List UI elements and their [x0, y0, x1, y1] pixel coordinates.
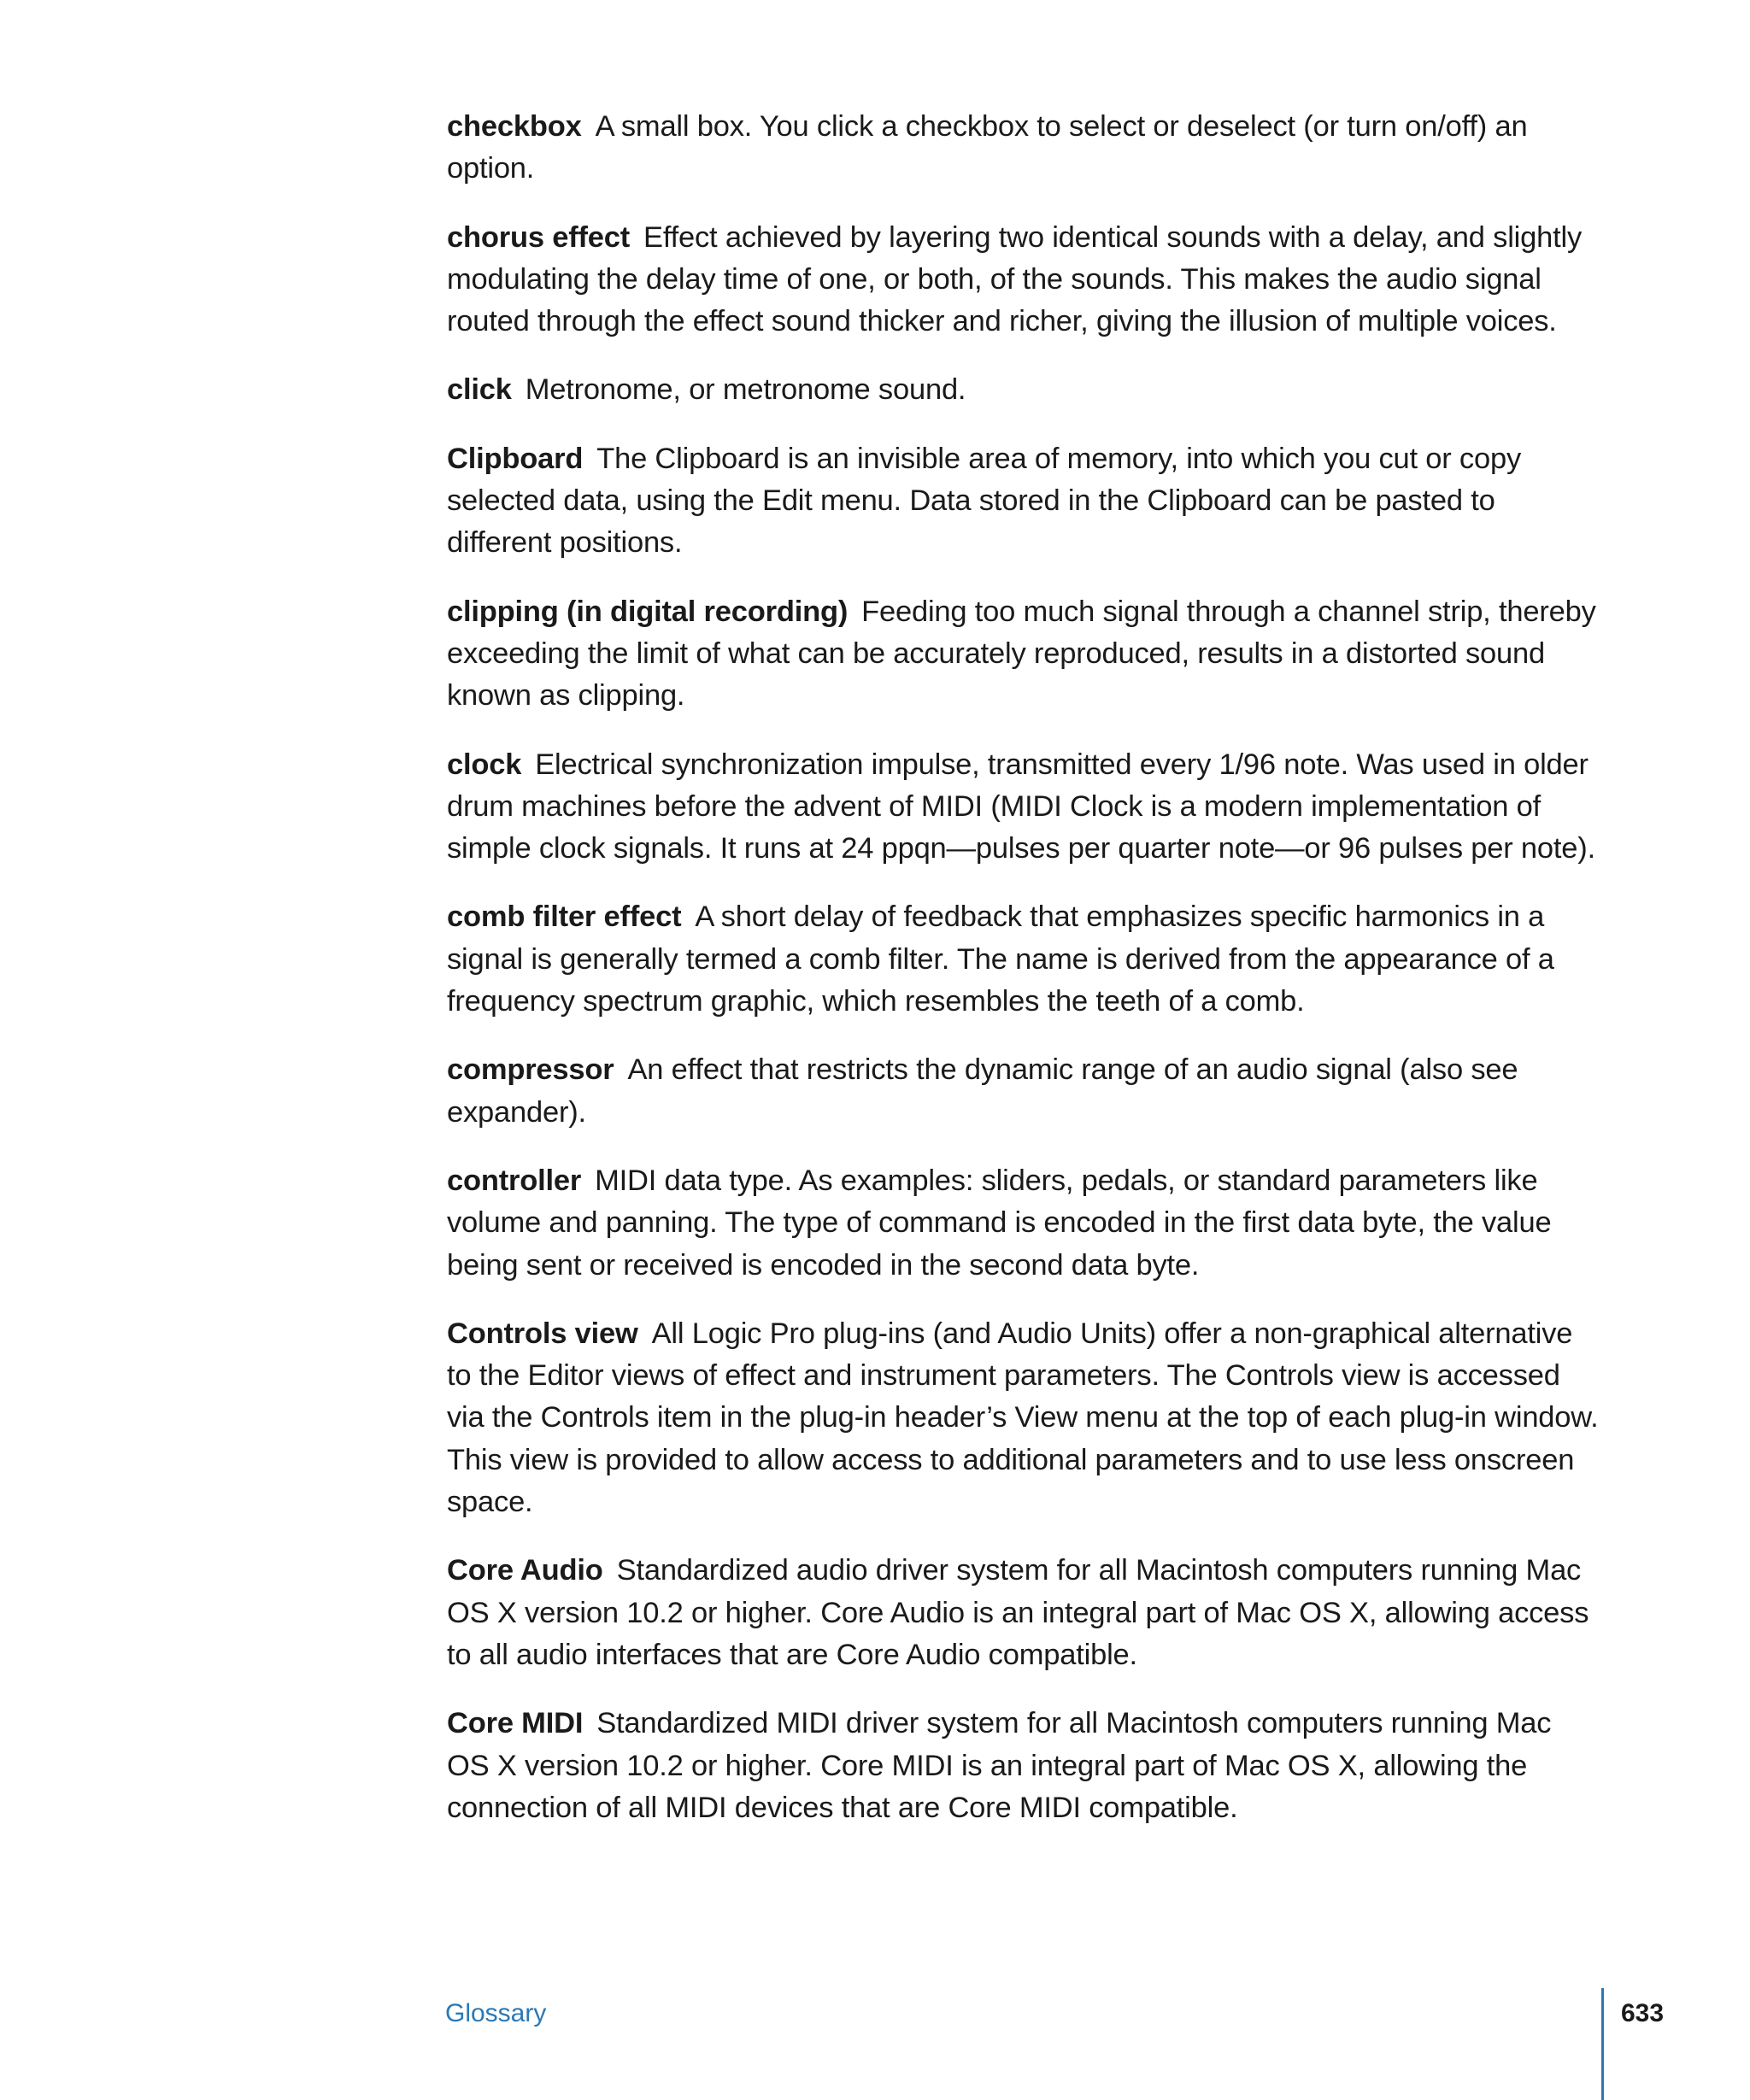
glossary-definition: Feeding too much signal through a channel strip, thereby exceeding the limit of what can be accurately reproduced, results in a distorted sound known as clipping. [447, 595, 1596, 713]
glossary-entries [447, 106, 1600, 1856]
glossary-entry [447, 744, 1600, 871]
glossary-term: Clipboard [447, 442, 584, 475]
glossary-entry [447, 217, 1600, 343]
glossary-entry [447, 1160, 1600, 1287]
glossary-term: chorus effect [447, 220, 631, 254]
glossary-definition: Effect achieved by layering two identical sounds with a delay, and slightly modulating the delay time of one, or both, of the sounds. This makes the audio signal routed through the effect sound thicker and richer, giving the illusion of multiple voices. [447, 220, 1582, 338]
glossary-definition: Metronome, or metronome sound. [525, 373, 966, 407]
glossary-term: checkbox [447, 110, 582, 143]
footer-section-label: Glossary [445, 1999, 547, 2027]
page-number: 633 [1621, 1999, 1665, 2027]
glossary-entry [447, 896, 1600, 1023]
glossary-definition: Electrical synchronization impulse, transmitted every 1/96 note. Was used in older drum machines before the advent of MIDI (MIDI Clock is a modern implementation of simple clock signals. It runs at 24 ppqn—pulses per quarter note—or 96 pulses per note). [447, 748, 1595, 865]
glossary-entry [447, 106, 1600, 191]
glossary-definition: An effect that restricts the dynamic range of an audio signal (also see expander). [447, 1053, 1518, 1129]
glossary-term: Core Audio [447, 1554, 603, 1587]
glossary-definition: A short delay of feedback that emphasizes specific harmonics in a signal is generally termed a comb filter. The name is derived from the appearance of a frequency spectrum graphic, which resembles the teeth of a comb. [447, 900, 1554, 1018]
glossary-entry [447, 369, 1600, 411]
glossary-entry [447, 1049, 1600, 1134]
glossary-definition: MIDI data type. As examples: sliders, pedals, or standard parameters like volume and panning. The type of command is encoded in the first data byte, the value being sent or received is encoded in the second data byte. [447, 1164, 1552, 1282]
glossary-term: Controls view [447, 1317, 638, 1350]
glossary-entry [447, 1703, 1600, 1829]
glossary-entry [447, 591, 1600, 718]
footer-divider [1601, 1988, 1604, 2100]
glossary-definition: The Clipboard is an invisible area of memory, into which you cut or copy selected data, using the Edit menu. Data stored in the Clipboard can be pasted to different positions. [447, 442, 1522, 560]
glossary-term: clipping (in digital recording) [447, 595, 849, 628]
glossary-term: click [447, 373, 512, 407]
glossary-entry [447, 1550, 1600, 1676]
glossary-definition: All Logic Pro plug-ins (and Audio Units) offer a non-graphical alternative to the Editor views of effect and instrument parameters. The Controls view is accessed via the Controls item in the plug-in header’s View menu at the top of each plug-in window. This view is provided to allow access to additional parameters and to use less onscreen space. [447, 1317, 1599, 1519]
glossary-entry [447, 1313, 1600, 1523]
glossary-definition: Standardized audio driver system for all Macintosh computers running Mac OS X version 10.2 or higher. Core Audio is an integral part of Mac OS X, allowing access to all audio interfaces that are Core Audio compatible. [447, 1554, 1589, 1671]
glossary-definition: A small box. You click a checkbox to select or deselect (or turn on/off) an option. [447, 110, 1528, 185]
glossary-term: Core MIDI [447, 1707, 584, 1740]
glossary-entry [447, 438, 1600, 565]
glossary-term: controller [447, 1164, 582, 1197]
glossary-term: compressor [447, 1053, 614, 1087]
glossary-definition: Standardized MIDI driver system for all Macintosh computers running Mac OS X version 10.2 or higher. Core MIDI is an integral part of Mac OS X, allowing the connection of all MIDI devices that are Core MIDI compatible. [447, 1707, 1552, 1824]
glossary-term: comb filter effect [447, 900, 682, 934]
glossary-term: clock [447, 748, 522, 781]
